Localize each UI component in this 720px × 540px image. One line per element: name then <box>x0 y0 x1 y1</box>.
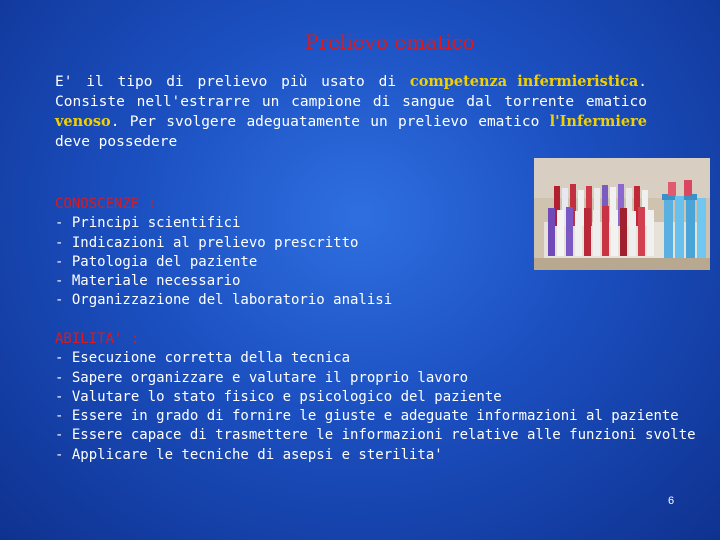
intro-text-1: E' il tipo di prelievo più usato di <box>55 74 410 90</box>
knowledge-item: - Indicazioni al prelievo prescritto <box>55 234 359 251</box>
skills-item: - Sapere organizzare e valutare il proprio lavoro <box>55 369 469 386</box>
skills-item: - Essere capace di trasmettere le informazioni relative alle funzioni svolte <box>55 427 696 444</box>
skills-list <box>55 349 696 465</box>
intro-highlight-competenza: competenza infermieristica <box>409 73 639 90</box>
skills-item: - Valutare lo stato fisico e psicologico del paziente <box>55 388 502 405</box>
knowledge-item: - Materiale necessario <box>55 273 241 290</box>
knowledge-list <box>55 214 392 310</box>
knowledge-section <box>55 195 392 311</box>
intro-text-2: . Consiste nell'estrarre un campione di sangue dal torrente ematico <box>55 74 647 110</box>
knowledge-item: - Principi scientifici <box>55 215 241 232</box>
blood-tubes-illustration <box>534 158 710 270</box>
skills-section <box>55 330 696 465</box>
knowledge-heading: CONOSCENZE : <box>55 196 157 212</box>
intro-text-4: deve possedere <box>55 134 178 150</box>
slide-title: Prelievo ematico <box>305 30 475 54</box>
intro-highlight-venoso: venoso <box>55 113 111 130</box>
skills-heading: ABILITA' : <box>55 331 140 347</box>
page-number: 6 <box>668 495 675 507</box>
intro-paragraph <box>55 72 647 152</box>
knowledge-item: - Patologia del paziente <box>55 253 258 270</box>
skills-item: - Esecuzione corretta della tecnica <box>55 350 351 367</box>
intro-text-3: . Per svolgere adeguatamente un prelievo ematico <box>110 114 550 130</box>
intro-highlight-infermiere: l'Infermiere <box>549 113 647 130</box>
skills-item: - Essere in grado di fornire le giuste e adeguate informazioni al paziente <box>55 408 679 425</box>
skills-item: - Applicare le tecniche di asepsi e sterilita' <box>55 446 443 463</box>
blood-tubes-photo <box>534 158 710 270</box>
knowledge-item: - Organizzazione del laboratorio analisi <box>55 292 393 309</box>
